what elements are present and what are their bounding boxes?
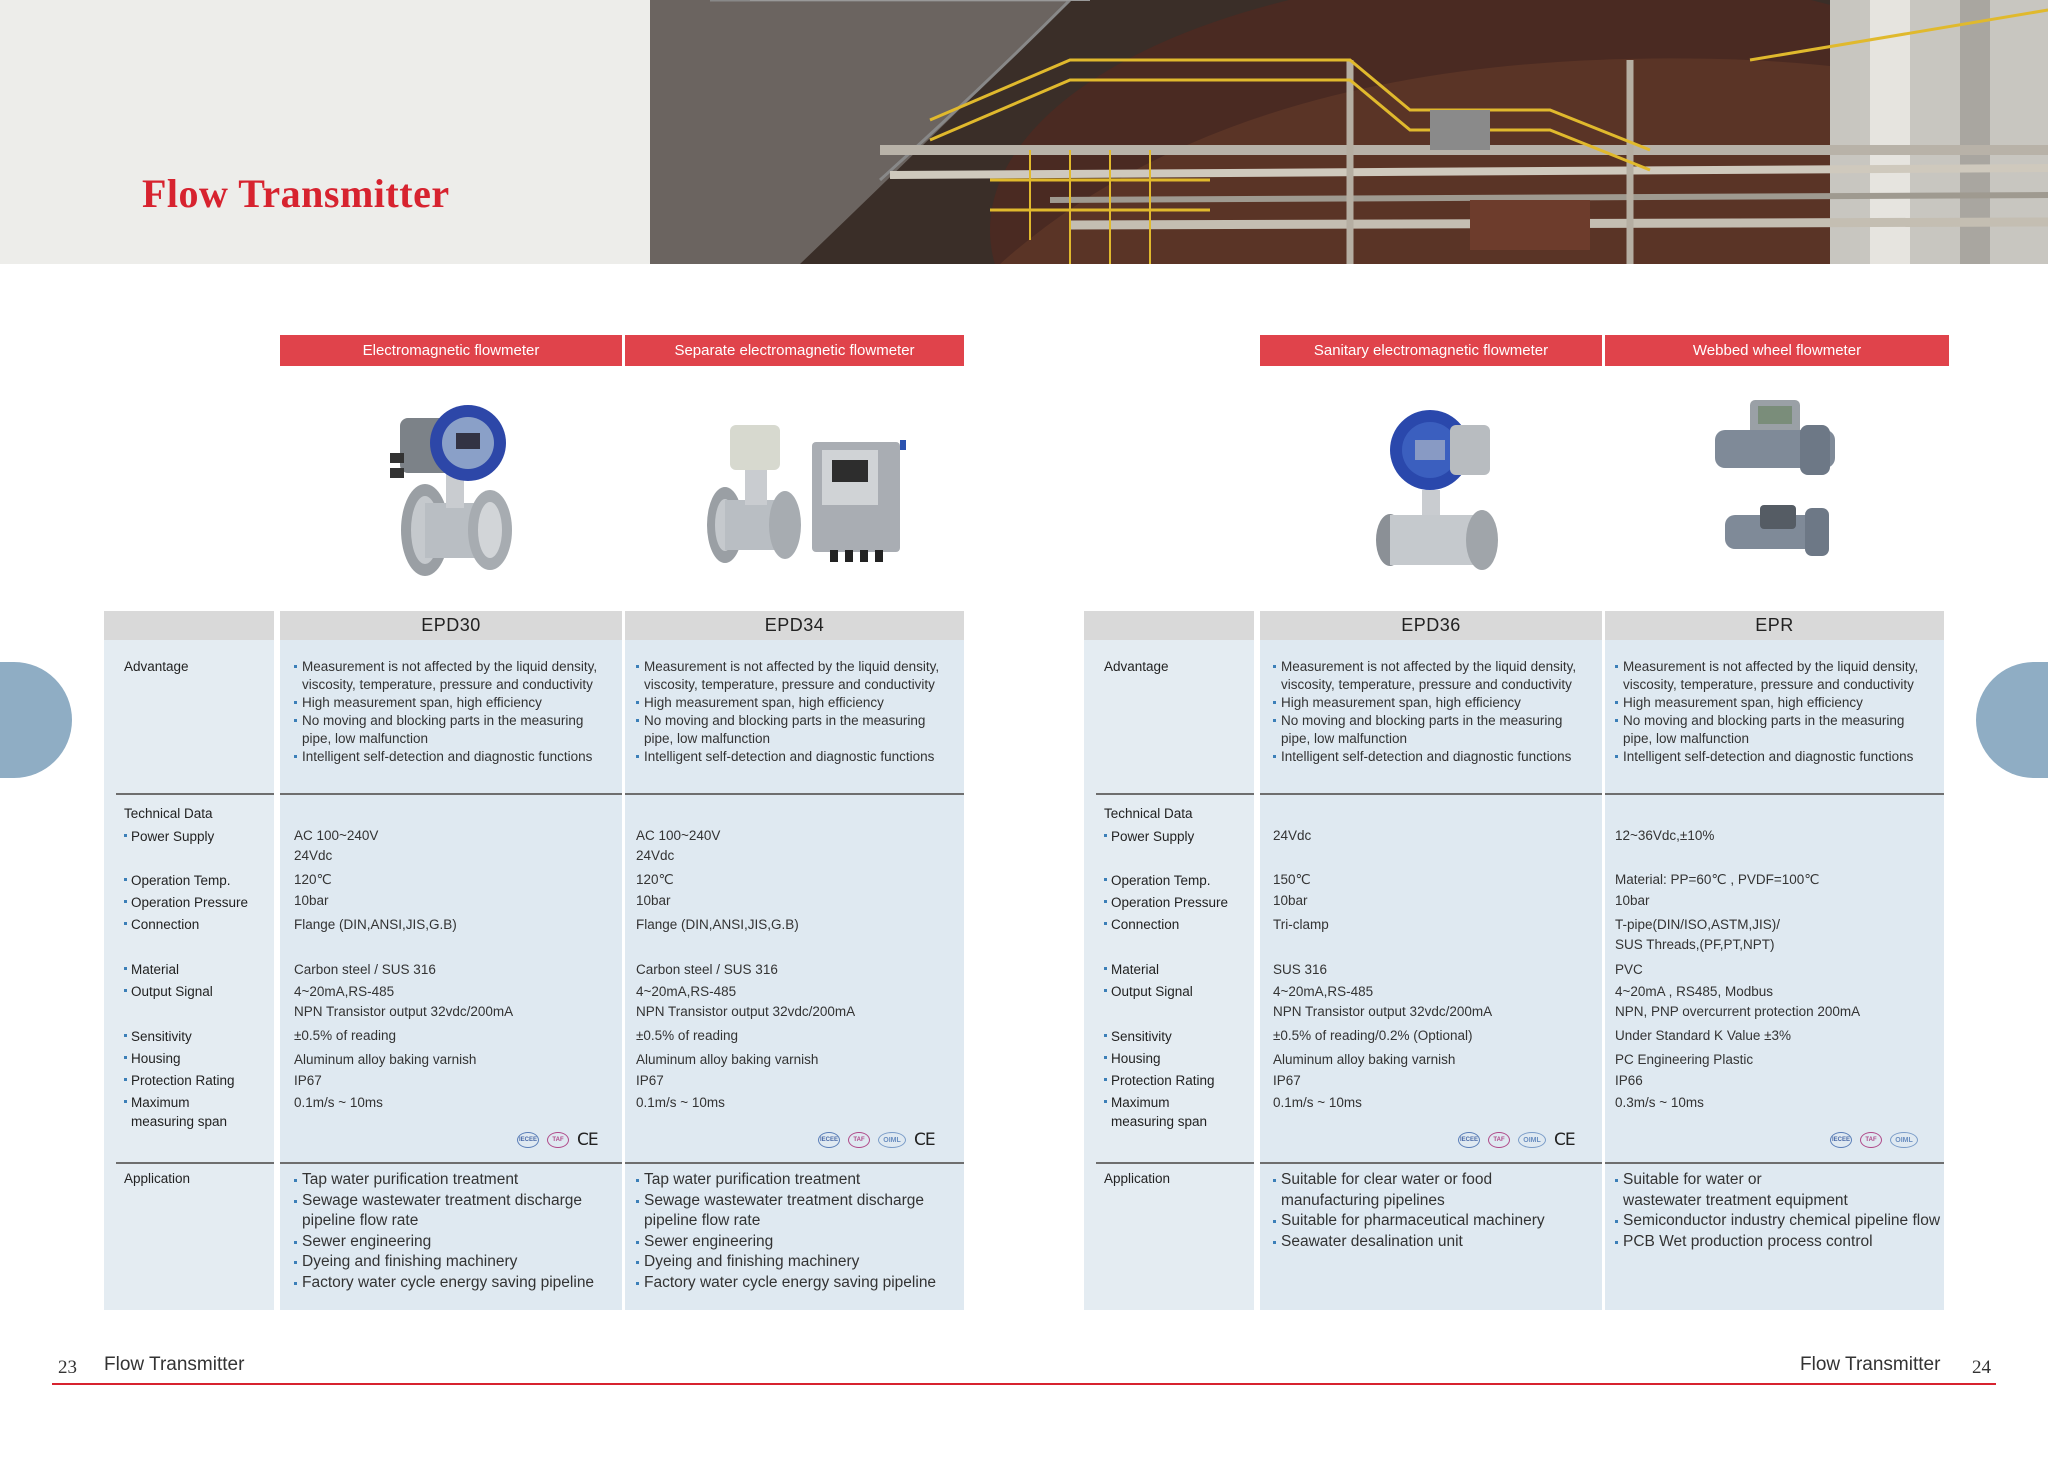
- application-item: Tap water purification treatment: [636, 1170, 961, 1191]
- application-item: Sewer engineering: [294, 1232, 619, 1253]
- divider: [1260, 1162, 1602, 1164]
- label-operation-pressure: Operation Pressure: [124, 895, 248, 910]
- value-power-supply: 12~36Vdc,±10%: [1615, 828, 1715, 843]
- label-measuring-span: measuring span: [131, 1114, 228, 1129]
- label-application: Application: [124, 1171, 191, 1186]
- ce-mark-icon: CE: [1554, 1130, 1575, 1150]
- value-housing: Aluminum alloy baking varnish: [1273, 1052, 1456, 1067]
- footer-title-left: Flow Transmitter: [104, 1354, 245, 1375]
- taf-cert-icon: TAF: [547, 1132, 569, 1148]
- application-list-epd34: [636, 1170, 961, 1293]
- footer-rule: [52, 1383, 1996, 1385]
- product-image-epd34: [700, 420, 910, 570]
- side-tab-left: [0, 662, 72, 778]
- value-housing: Aluminum alloy baking varnish: [294, 1052, 477, 1067]
- label-technical-data: Technical Data: [1104, 806, 1193, 821]
- certification-marks-epd30: [517, 1129, 598, 1151]
- value-connection: T-pipe(DIN/ISO,ASTM,JIS)/: [1615, 917, 1781, 932]
- label-power-supply: Power Supply: [1104, 829, 1194, 844]
- divider: [1096, 793, 1254, 795]
- product-image-epd30: [380, 398, 530, 588]
- value-sensitivity: ±0.5% of reading: [636, 1028, 738, 1043]
- label-advantage: Advantage: [1104, 659, 1169, 674]
- value-measuring-span: 0.1m/s ~ 10ms: [1273, 1095, 1362, 1110]
- application-item: Suitable for pharmaceutical machinery: [1273, 1211, 1598, 1232]
- label-sensitivity: Sensitivity: [1104, 1029, 1172, 1044]
- label-advantage: Advantage: [124, 659, 189, 674]
- certification-marks-epd34: [818, 1129, 935, 1151]
- value-housing: Aluminum alloy baking varnish: [636, 1052, 819, 1067]
- value-protection-rating: IP67: [636, 1073, 664, 1088]
- application-item: PCB Wet production process control: [1615, 1232, 1941, 1253]
- advantage-list-epd30: [294, 658, 619, 766]
- value-output-signal: 4~20mA,RS-485: [1273, 984, 1374, 999]
- advantage-item: Measurement is not affected by the liquid density, viscosity, temperature, pressure and conductivity: [1273, 658, 1598, 694]
- page-title: Flow Transmitter: [142, 171, 450, 216]
- header-photo-water-treatment-plant: [650, 0, 2048, 264]
- value-operation-pressure: 10bar: [1273, 893, 1308, 908]
- value-output-signal: NPN, PNP overcurrent protection 200mA: [1615, 1004, 1861, 1019]
- divider: [116, 1162, 274, 1164]
- value-connection: Tri-clamp: [1273, 917, 1329, 932]
- value-output-signal: NPN Transistor output 32vdc/200mA: [294, 1004, 514, 1019]
- category-banner-4: Webbed wheel flowmeter: [1605, 335, 1949, 366]
- label-housing: Housing: [1104, 1051, 1161, 1066]
- value-connection: Flange (DIN,ANSI,JIS,G.B): [636, 917, 799, 932]
- value-output-signal: 4~20mA,RS-485: [294, 984, 395, 999]
- model-header-row-left: [104, 611, 964, 640]
- advantage-item: Intelligent self-detection and diagnostic functions: [1615, 748, 1941, 766]
- application-item: Factory water cycle energy saving pipeline: [636, 1273, 961, 1294]
- side-tab-right: [1976, 662, 2048, 778]
- divider: [280, 793, 622, 795]
- advantage-item: Measurement is not affected by the liquid density, viscosity, temperature, pressure and conductivity: [294, 658, 619, 694]
- model-name-epd30: EPD30: [421, 615, 481, 635]
- value-operation-temp: 150℃: [1273, 872, 1311, 887]
- divider: [1605, 793, 1944, 795]
- application-item: Seawater desalination unit: [1273, 1232, 1598, 1253]
- label-connection: Connection: [124, 917, 199, 932]
- divider: [1096, 1162, 1254, 1164]
- value-power-supply: 24Vdc: [1273, 828, 1312, 843]
- oiml-cert-icon: OIML: [878, 1132, 906, 1148]
- advantage-list-epr: [1615, 658, 1941, 766]
- application-item: Suitable for clear water or food manufacturing pipelines: [1273, 1170, 1598, 1211]
- label-technical-data: Technical Data: [124, 806, 213, 821]
- category-banner-2: Separate electromagnetic flowmeter: [625, 335, 964, 366]
- application-list-epd36: [1273, 1170, 1598, 1252]
- advantage-item: Measurement is not affected by the liquid density, viscosity, temperature, pressure and conductivity: [636, 658, 961, 694]
- application-item: Sewage wastewater treatment discharge pipeline flow rate: [636, 1191, 961, 1232]
- advantage-list-epd34: [636, 658, 961, 766]
- value-output-signal: NPN Transistor output 32vdc/200mA: [636, 1004, 856, 1019]
- value-material: PVC: [1615, 962, 1643, 977]
- certification-marks-epr: [1830, 1129, 1918, 1151]
- label-operation-pressure: Operation Pressure: [1104, 895, 1228, 910]
- value-measuring-span: 0.1m/s ~ 10ms: [294, 1095, 383, 1110]
- label-material: Material: [124, 962, 179, 977]
- value-measuring-span: 0.1m/s ~ 10ms: [636, 1095, 725, 1110]
- application-item: Dyeing and finishing machinery: [294, 1252, 619, 1273]
- value-connection: Flange (DIN,ANSI,JIS,G.B): [294, 917, 457, 932]
- label-protection-rating: Protection Rating: [124, 1073, 235, 1088]
- advantage-item: No moving and blocking parts in the measuring pipe, low malfunction: [1615, 712, 1941, 748]
- model-name-epd36: EPD36: [1401, 615, 1461, 635]
- advantage-item: High measurement span, high efficiency: [294, 694, 619, 712]
- label-measuring-span: measuring span: [1111, 1114, 1208, 1129]
- certification-marks-epd36: [1458, 1129, 1575, 1151]
- value-sensitivity: ±0.5% of reading: [294, 1028, 396, 1043]
- advantage-item: Intelligent self-detection and diagnostic functions: [294, 748, 619, 766]
- value-power-supply: 24Vdc: [636, 848, 675, 863]
- value-connection: SUS Threads,(PF,PT,NPT): [1615, 937, 1775, 952]
- application-item: Sewer engineering: [636, 1232, 961, 1253]
- plant-photo-illustration: [650, 0, 2048, 264]
- value-output-signal: 4~20mA,RS-485: [636, 984, 737, 999]
- divider: [280, 1162, 622, 1164]
- iecee-cert-icon: IECEE: [517, 1132, 539, 1148]
- advantage-item: No moving and blocking parts in the measuring pipe, low malfunction: [1273, 712, 1598, 748]
- label-output-signal: Output Signal: [124, 984, 213, 999]
- divider: [625, 793, 964, 795]
- divider: [1260, 793, 1602, 795]
- application-item: Suitable for water or wastewater treatment equipment: [1615, 1170, 1941, 1211]
- advantage-item: Intelligent self-detection and diagnostic functions: [636, 748, 961, 766]
- value-output-signal: 4~20mA , RS485, Modbus: [1615, 984, 1773, 999]
- value-operation-temp: 120℃: [294, 872, 332, 887]
- oiml-cert-icon: OIML: [1890, 1132, 1918, 1148]
- value-material: Carbon steel / SUS 316: [294, 962, 436, 977]
- label-sensitivity: Sensitivity: [124, 1029, 192, 1044]
- advantage-item: No moving and blocking parts in the measuring pipe, low malfunction: [294, 712, 619, 748]
- advantage-item: High measurement span, high efficiency: [636, 694, 961, 712]
- product-image-epr: [1710, 390, 1840, 585]
- label-connection: Connection: [1104, 917, 1179, 932]
- divider: [625, 1162, 964, 1164]
- value-operation-temp: 120℃: [636, 872, 674, 887]
- iecee-cert-icon: IECEE: [1458, 1132, 1480, 1148]
- page-number-left: 23: [58, 1357, 77, 1378]
- category-banner-1: Electromagnetic flowmeter: [280, 335, 622, 366]
- advantage-item: Measurement is not affected by the liquid density, viscosity, temperature, pressure and conductivity: [1615, 658, 1941, 694]
- value-power-supply: AC 100~240V: [294, 828, 379, 843]
- value-measuring-span: 0.3m/s ~ 10ms: [1615, 1095, 1704, 1110]
- value-protection-rating: IP67: [1273, 1073, 1301, 1088]
- value-sensitivity: ±0.5% of reading/0.2% (Optional): [1273, 1028, 1473, 1043]
- application-list-epd30: [294, 1170, 619, 1293]
- value-sensitivity: Under Standard K Value ±3%: [1615, 1028, 1792, 1043]
- model-name-epr: EPR: [1755, 615, 1794, 635]
- taf-cert-icon: TAF: [848, 1132, 870, 1148]
- label-maximum: Maximum: [124, 1095, 190, 1110]
- page-number-right: 24: [1972, 1357, 1991, 1378]
- value-power-supply: AC 100~240V: [636, 828, 721, 843]
- application-item: Sewage wastewater treatment discharge pipeline flow rate: [294, 1191, 619, 1232]
- ce-mark-icon: CE: [914, 1130, 935, 1150]
- footer-title-right: Flow Transmitter: [1800, 1354, 1941, 1375]
- label-output-signal: Output Signal: [1104, 984, 1193, 999]
- value-operation-pressure: 10bar: [1615, 893, 1650, 908]
- value-protection-rating: IP67: [294, 1073, 322, 1088]
- divider: [116, 793, 274, 795]
- application-item: Semiconductor industry chemical pipeline flow: [1615, 1211, 1941, 1232]
- label-protection-rating: Protection Rating: [1104, 1073, 1215, 1088]
- header-background: [0, 0, 650, 264]
- value-protection-rating: IP66: [1615, 1073, 1643, 1088]
- taf-cert-icon: TAF: [1488, 1132, 1510, 1148]
- model-header-row-right: [1084, 611, 1944, 640]
- value-operation-pressure: 10bar: [294, 893, 329, 908]
- application-item: Factory water cycle energy saving pipeline: [294, 1273, 619, 1294]
- label-power-supply: Power Supply: [124, 829, 214, 844]
- oiml-cert-icon: OIML: [1518, 1132, 1546, 1148]
- value-output-signal: NPN Transistor output 32vdc/200mA: [1273, 1004, 1493, 1019]
- iecee-cert-icon: IECEE: [1830, 1132, 1852, 1148]
- label-operation-temp: Operation Temp.: [1104, 873, 1211, 888]
- advantage-item: Intelligent self-detection and diagnostic functions: [1273, 748, 1598, 766]
- advantage-item: High measurement span, high efficiency: [1615, 694, 1941, 712]
- model-name-epd34: EPD34: [764, 615, 825, 635]
- application-list-epr: [1615, 1170, 1941, 1252]
- category-banner-3: Sanitary electromagnetic flowmeter: [1260, 335, 1602, 366]
- application-item: Tap water purification treatment: [294, 1170, 619, 1191]
- advantage-item: No moving and blocking parts in the measuring pipe, low malfunction: [636, 712, 961, 748]
- value-operation-pressure: 10bar: [636, 893, 671, 908]
- application-item: Dyeing and finishing machinery: [636, 1252, 961, 1273]
- value-material: SUS 316: [1273, 962, 1328, 977]
- iecee-cert-icon: IECEE: [818, 1132, 840, 1148]
- ce-mark-icon: CE: [577, 1130, 598, 1150]
- label-application: Application: [1104, 1171, 1171, 1186]
- product-image-epd36: [1370, 405, 1505, 575]
- value-material: Carbon steel / SUS 316: [636, 962, 778, 977]
- taf-cert-icon: TAF: [1860, 1132, 1882, 1148]
- value-power-supply: 24Vdc: [294, 848, 333, 863]
- value-operation-temp: Material: PP=60℃ , PVDF=100℃: [1615, 872, 1820, 887]
- advantage-list-epd36: [1273, 658, 1598, 766]
- label-material: Material: [1104, 962, 1159, 977]
- value-housing: PC Engineering Plastic: [1615, 1052, 1754, 1067]
- advantage-item: High measurement span, high efficiency: [1273, 694, 1598, 712]
- divider: [1605, 1162, 1944, 1164]
- label-operation-temp: Operation Temp.: [124, 873, 231, 888]
- label-housing: Housing: [124, 1051, 181, 1066]
- label-maximum: Maximum: [1104, 1095, 1170, 1110]
